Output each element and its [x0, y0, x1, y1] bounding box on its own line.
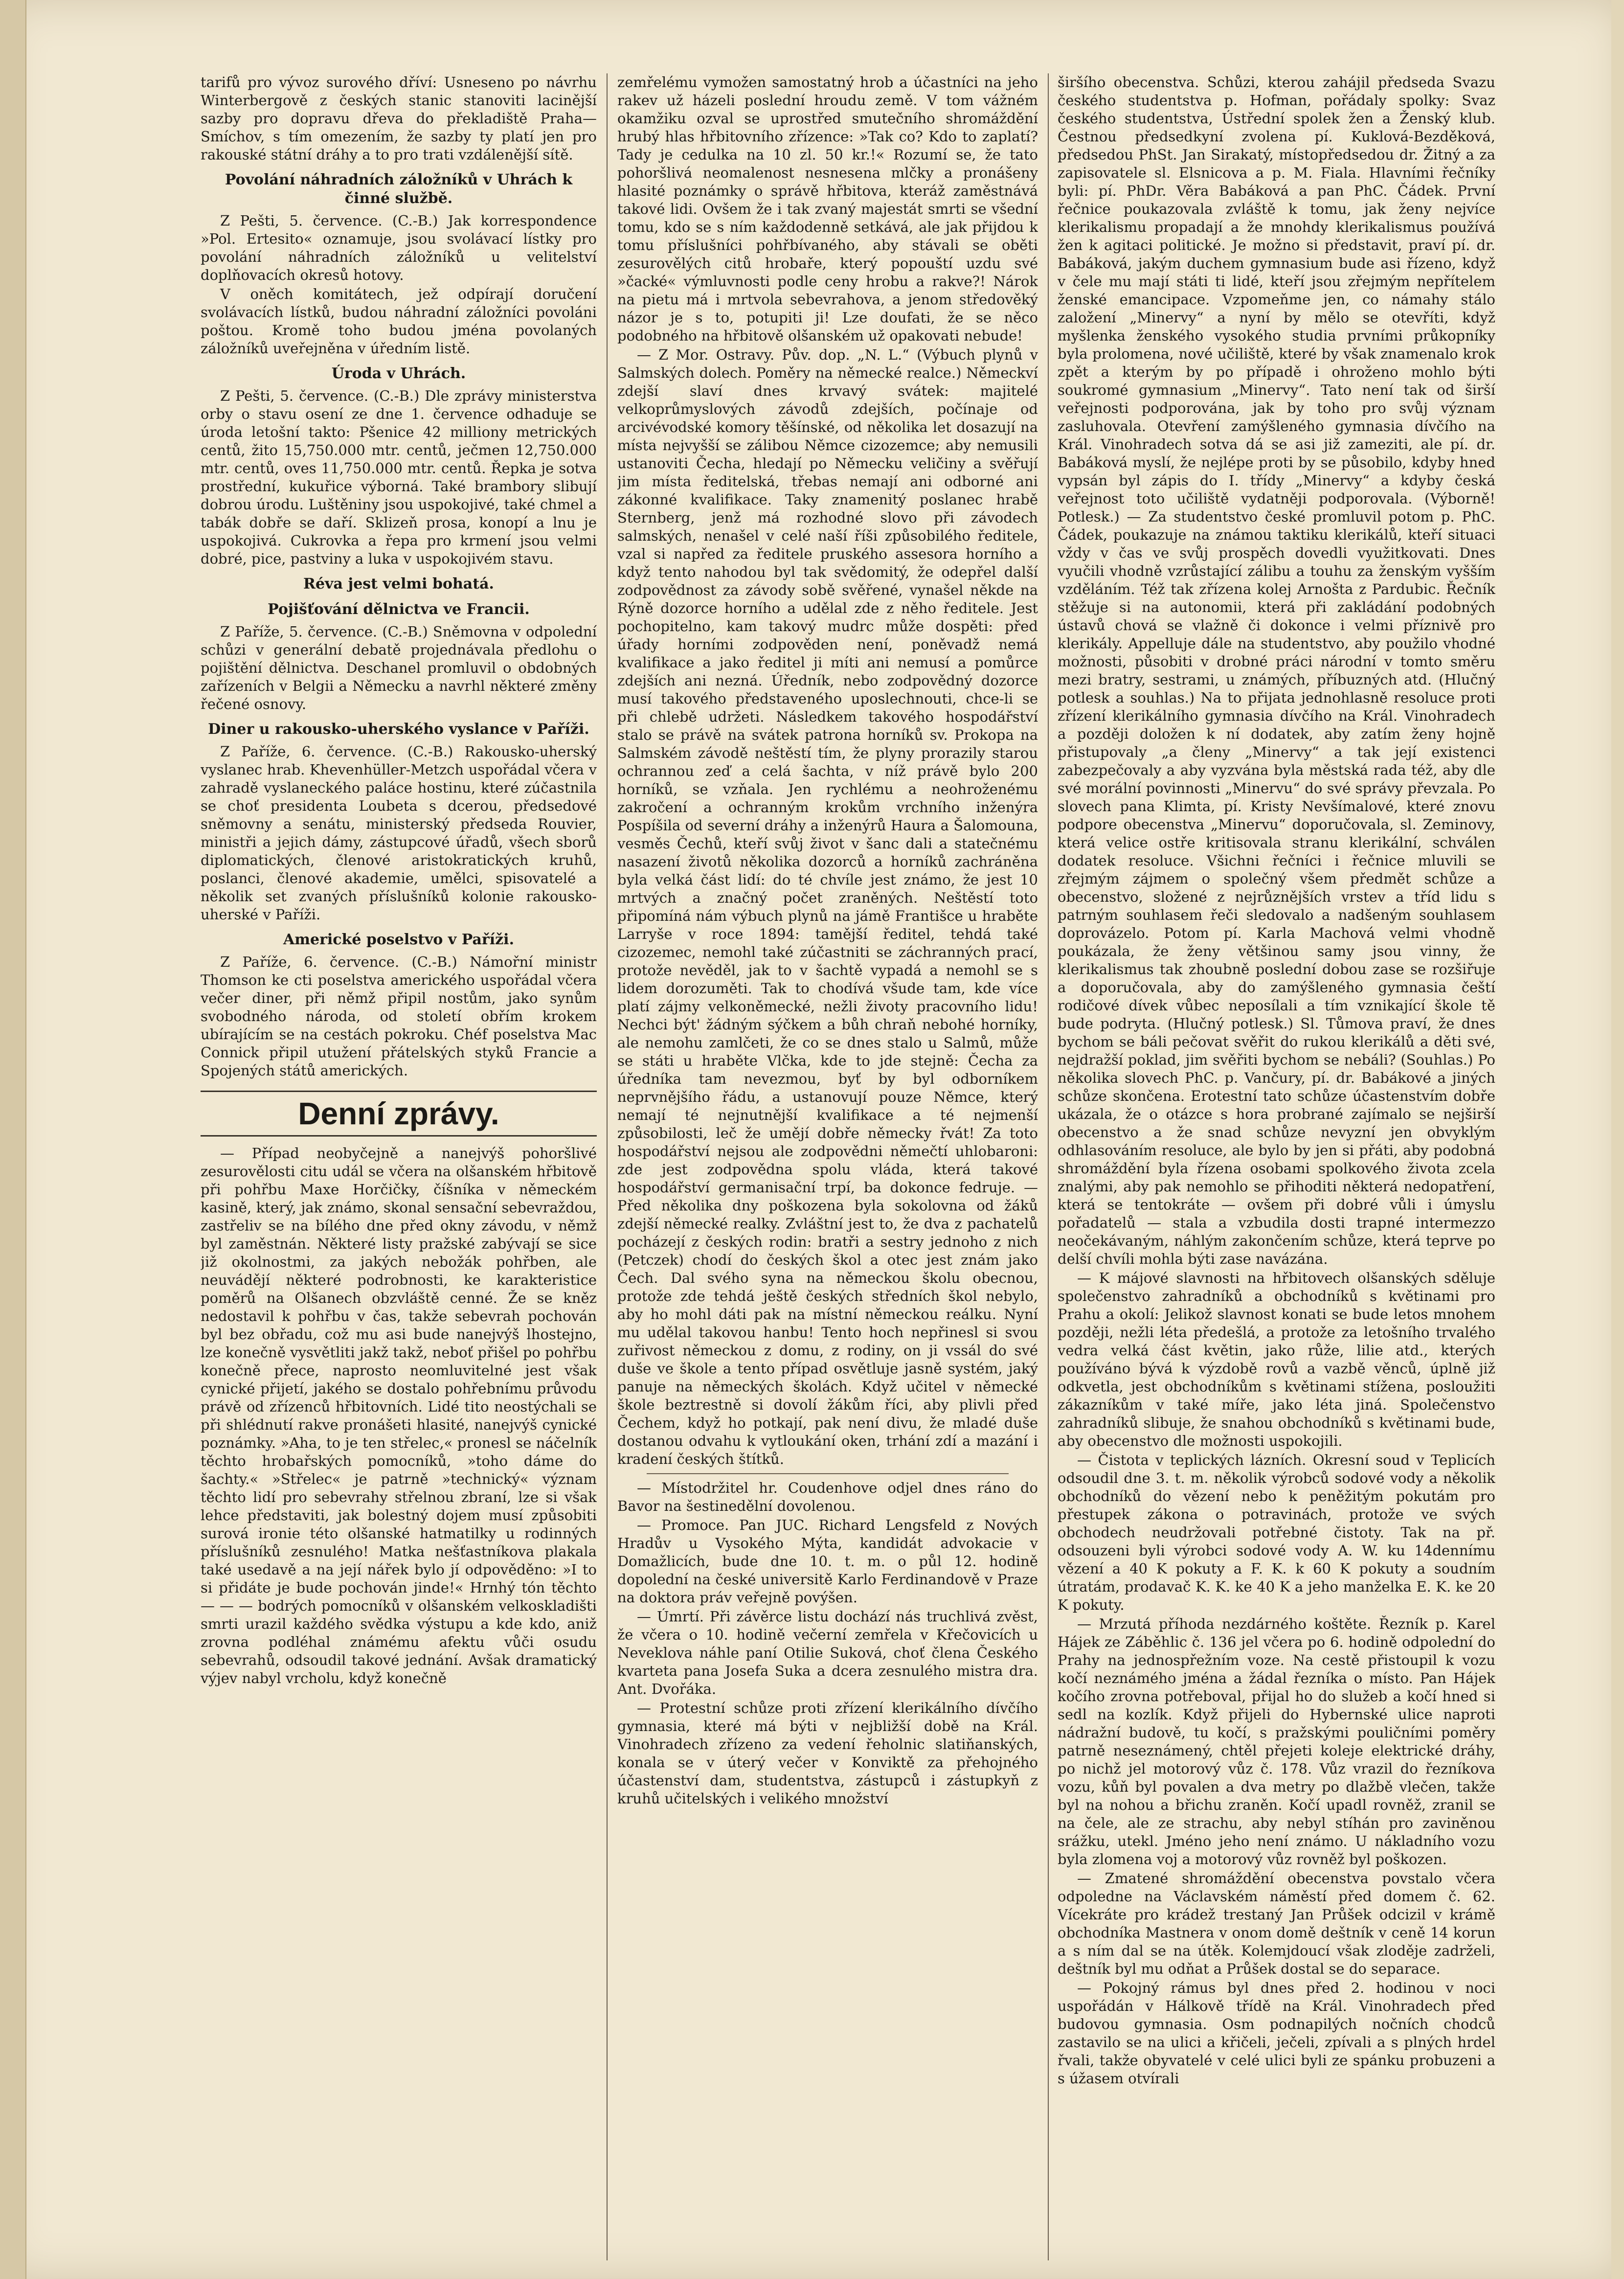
article-text: — Místodržitel hr. Coudenhove odjel dnes ráno do Bavor na šestinedělní dovolenou. [617, 1480, 1038, 1514]
article-text: — Případ neobyčejně a nanejvýš pohoršlivé zesurovělosti citu udál se včera na olšanském hřbitově při pohřbu Maxe Horčičky, číšníka v německém kasině, který, jak známo, skonal sensační sebevraždou, zastřeliv se na bílého dne před okny závodu, v němž byl zaměstnán. Některé listy pražské zabývají se sice již okolnostmi, za jakých nebožák pohřben, ale neuvádějí některé podrobnosti, ke karakteristice poměrů na Olšanech obzvláště cenné. Že se kněz nedostavil k pohřbu v čas, takže sebevrah pochován byl bez obřadu, což mu asi bude nanejvýš lhostejno, lze konečně vysvětliti jakž takž, neboť přišel po pohřbu konečně přece, naprosto neomluvitelné jest však cynické přijetí, jakého se dostalo pohřebnímu průvodu právě od zřízenců hřbitovních. Lidé tito neostýchali se při shlédnutí rakve pronášeti hlasité, nanejvýš cynické poznámky. »Aha, to je ten střelec,« pronesl se náčelník těchto hrobařských pomocníků, »toho dáme do šachty.« »Střelec« je patrně »technický« význam těchto lidí pro sebevrahy střelnou zbraní, lze si však lehce představiti, jak bolestný dojem musí způsobiti surová ironie této olšanské hatmatilky u rodinných příslušníků zesnulého! Matka nešťastníkova plakala také usedavě a na její nářek bylo jí odpověděno: »I to si přidáte je bude pochován jinde!« Hrnhý tón těchto — — — bodrých pomocníků v olšanském velkoskladišti smrti urazil každého svědka výstupu a kde kdo, aniž zrovna podléhal známému afektu vůči osudu sebevrahů, odsoudil takové jednání. Avšak dramatický výjev nabyl vrcholu, když konečně [201, 1145, 597, 1686]
column-rule [607, 73, 608, 2260]
article-heading: Pojišťování dělnictva ve Francii. [268, 601, 530, 618]
article-text: tarifů pro vývoz surového dříví: Usneseno po návrhu Winterbergově z českých stanic stanoviti lacinější sazby pro dopravu dřeva do překladiště Praha—Smíchov, s tím omezením, že sazby ty platí jen pro rakouské státní dráhy a to pro trati vzdálenější sítě. [201, 74, 597, 163]
section-title: Denní zprávy. [201, 1091, 597, 1137]
article-text: — Z Mor. Ostravy. Pův. dop. „N. L.“ (Výbuch plynů v Salmských dolech. Poměry na německé realce.) Německví zdejší slaví dnes krvavý svátek: majitelé velkoprůmyslových závodů zdejších, počínaje od arcivévodské komory těšínské, od několika let dosazují na místa nejvyšší se zálibou Němce cizozemce; aby nemusili ustanoviti Čecha, hledají po Německu veličiny a svěřují jim místa ředitelská, třebas nemají ani odborné ani zákonné kvalifikace. Taky znamenitý poslanec hrabě Sternberg, jenž má rozhodné slovo při závodech salmských, nenašel v celé naší říši způsobilého ředitele, vzal si napřed za ředitele pruského assesora horního a když tento nahodou byl tak svědomitý, že odepřel další zodpovědnost za závody sobě svěřené, vynašel někde na Rýně dozorce horního a udělal zde z něho ředitele. Jest pochopitelno, kam takový mudrc může dospěti: před úřady horními zodpověden není, poněvadž nemá kvalifikace a jako ředitel ji míti ani nemusí a pomůrce zdejších ani nezná. Úředník, nebo zodpovědný dozorce musí takového představeného uposlechnouti, chce-li se při chlebě udržeti. Následkem takového hospodářství stalo se právě na svátek patrona horníků sv. Prokopa na Salmském závodě neštěstí tím, že plyny prorazily starou ochrannou zeď a celá šachta, v níž právě bylo 200 horníků, se vzňala. Jen rychlému a neohroženému zakročení a ochranným krokům vrchního inženýra Pospíšila od severní dráhy a inženýrů Haura a Šalomouna, vesměs Čechů, kteří svůj život v šanc dali a statečnému nasazení životů několika dozorců a horníků zachráněna byla velká část lidí: do té chvíle jest známo, že jest 10 mrtvých a značný počet zraněných. Neštěstí toto připomíná nám výbuch plynů na jámě Františce u hraběte Larryše v roce 1894: tamější ředitel, tehdá také cizozemec, nemohl také zúčastniti se záchranných prací, protože nevěděl, jak to v šachtě vypadá a nemohl se s lidem dorozuměti. Tak to chodívá všude tam, kde více platí zájmy velkoněmecké, nežli životy pracovního lidu! Nechci být' žádným sýčkem a bůh chraň nebohé horníky, ale nemohu zamlčeti, že co se dnes stalo u Salmů, může se státi u hraběte Vlčka, kde to jde stejně: Čecha za úředníka tam nevezmou, byť by byl odborníkem neprvnějšího řádu, a ustanovují pouze Němce, který nemají té nejnutnější kvalifikace a té nejmenší způsobilosti, leč že umějí dobře německy řvát! Za toto hospodářství nejsou ale zodpovědni němečtí uhlobaroni: zde jest zodpovědna spolu vláda, která takové hospodářství germanisační trpí, ba dokonce fedruje. — Před několika dny poškozena byla sokolovna od žáků zdejší německé realky. Zvláštní jest to, že dva z pachatelů pocházejí z českých rodin: bratři a sestry jednoho z nich (Petczek) chodí do českých škol a otec jest znám jako Čech. Dal svého syna na německou školu obecnou, protože zde tehdá ještě českých středních škol nebylo, aby ho mohl dáti pak na místní německou reálku. Nyní mu udělal takovou hanbu! Tento hoch nepřinesl si svou zuřivost německou z domu, z rodiny, on ji vssál do své duše ve škole a tento případ osvětluje jasně systém, jaký panuje na německých školách. Když učitel v německé škole beztrestně si dovolí žákům říci, aby plivli před Čechem, když ho potkají, pak není divu, že mladé duše dostanou odvahu k vytloukání oken, trhání zdí a mazání i kradení českých štítků. [617, 346, 1038, 1467]
article-heading: Americké poselstvo v Paříži. [283, 931, 515, 948]
article-text: — Čistota v teplických lázních. Okresní soud v Teplicích odsoudil dne 3. t. m. několik výrobců sodové vody a několik obchodníků do vězení nebo k peněžitým pokutám pro přestupek zákona o potravinách, protože ve svých obchodech neudržovali potřebné čistoty. Tak na př. odsouzeni byli výrobci sodové vody A. W. ku 14dennímu vězení a 40 K pokuty a F. K. k 60 K pokuty a soudním útratám, prodavač K. K. ke 40 K a jeho manželka E. K. ke 20 K pokuty. [1058, 1452, 1495, 1613]
article-text: širšího obecenstva. Schůzi, kterou zahájil předseda Svazu českého studentstva p. Hofman, pořádaly spolky: Svaz českého studentstva, Ústřední spolek žen a Ženský klub. Čestnou předsedkyní zvolena pí. Kuklová-Bezděková, předsedou PhSt. Jan Sirakatý, místopředsedou dr. Žitný a za zapisovatele sl. Elsnicova a p. M. Fiala. Hlavními řečníky byli: pí. PhDr. Věra Babáková a pan PhC. Čádek. První řečnice poukazovala zvláště k tomu, jak ženy nejvíce klerikalismu propadají a že mnohdy klerikalismus používá žen k agitaci politické. Je možno si představit, praví pí. dr. Babáková, jakým duchem gymnasium bude asi řízeno, když v čele mu mají státi ti lidé, kteří jsou zřejmým nepřítelem ženské emancipace. Vzpomeňme jen, co námahy stálo založení „Minervy“ a nyní by mělo se otevříti, když myšlenka ženského vysokého studia prvními průkopníky byla prolomena, nové učiliště, které by však znamenalo krok zpět a kterým by po případě i ohroženo mohlo býti soukromé gymnasium „Minervy“. Tato není tak od širší veřejnosti podporována, jak by toho pro svůj význam zasluhovala. Otevření zamýšleného gymnasia dívčího na Král. Vinohradech sotva dá se asi již zameziti, ale pí. dr. Babáková myslí, že nejlépe proti by se působilo, kdyby hned vypsán byl zápis do I. třídy „Minervy“ a kdyby česká veřejnost toto učiliště vydatněji podporovala. (Výborně! Potlesk.) — Za studentstvo české promluvil potom p. PhC. Čádek, poukazuje na známou taktiku klerikálů, kteří situaci vždy v čas ve svůj prospěch dovedli využitkovati. Dnes vyučili vhodně vzrůstající zálibu a touhu za ženským vyšším vzděláním. Též tak zřízena kolej Arnošta z Pardubic. Řečník stěžuje si na autonomii, která při zakládání podobných ústavů chová se vlažně či dokonce i velmi příznivě pro klerikály. Appelluje dále na studentstvo, aby použilo vhodné možnosti, působiti v drobné práci národní v tomto směru mezi bratry, sestrami, u známých, příbuzných atd. (Hlučný potlesk a souhlas.) Na to přijata jednohlasně resoluce proti zřízení klerikálního gymnasia dívčího na Král. Vinohradech a později doložen k ní dodatek, aby zatím ženy hojně přistupovaly „a členy „Minervy“ a tak její existenci zabezpečovaly a aby vyzvána byla městská rada též, aby dle své morální povinnosti „Minervu“ do své správy převzala. Po slovech pana Klimta, pí. Kristy Nevšímalové, které znovu podpore obecenstva „Minervu“ doporučovala, sl. Zeminovy, která velice ostře kritisovala stranu klerikální, schválen dodatek resoluce. Všichni řečníci i řečnice mluvili se zřejmým zájmem o společný všem předmět schůze a obecenstvo, složené z nejrůznějších vrstev a tříd lidu s patrným souhlasem řeči sledovalo a nadšeným souhlasem doprovázelo. Potom pí. Karla Machová velmi vhodně poukázala, že ženy většinou samy jsou vinny, že klerikalismus tak zhoubně poslední dobou zase se rozšiřuje a doporučovala, aby do zamýšleného gymnasia čeští rodičové dívek vůbec neposílali a tím vznikající škole tě bude podryta. (Hlučný potlesk.) Sl. Tůmova praví, že dnes bychom se báli pečovat svěřit do rukou klerikálů a děti své, nejdražší poklad, jim svěřiti bychom se nebáli? (Souhlas.) Po několika slovech PhC. p. Vančury, pí. dr. Babákové a jiných schůze skončena. Erotestní tato schůze účastenstvím dobře ukázala, že o otázce s hora probrané zajímalo se nejširší obecenstvo a že snad schůze nevyzní jen obvyklým odhlasováním resoluce, ale bylo by jen si přáti, aby podobná shromáždění byla řízena osobami spolkového života zcela znalými, aby pak nemohlo se přihoditi některá nedopatření, která se tentokráte — ovšem při dobré vůli i úmyslu pořadatelů — stala a vzbudila dosti trapné intermezzo neočekávaným, náhlým zakončením schůze, která teprve po delší chvíli mohla býti zase navázána. [1058, 74, 1495, 1267]
article-heading: Úroda v Uhrách. [331, 365, 466, 382]
article-text: — Pokojný rámus byl dnes před 2. hodinou v noci uspořádán v Hálkově třídě na Král. Vinohradech před budovou gymnasia. Osm podnapilých nočních chodců zastavilo se na ulici a křičeli, ječeli, zpívali a s plných hrdel řvali, takže obyvatelé v celé ulici byli ze spánku probuzeni a s úžasem otvírali [1058, 1980, 1495, 2087]
article-text: — Úmrtí. Při závěrce listu dochází nás truchlivá zvěst, že včera o 10. hodině večerní zemřela v Křečovicích u Neveklova náhle paní Otilie Suková, choť člena Českého kvarteta pana Josefa Suka a dcera zesnulého mistra dra. Ant. Dvořáka. [617, 1608, 1038, 1697]
article-heading: Diner u rakousko-uherského vyslance v Paříži. [208, 721, 589, 738]
binding-strip [0, 0, 26, 2279]
article-text: — Mrzutá příhoda nezdárného koštěte. Řezník p. Karel Hájek ze Záběhlic č. 136 jel včera po 6. hodině odpolední do Prahy na jednospřežním voze. Na cestě přistoupil k vozu kočí neznámého jména a žádal řezníka o místo. Pan Hájek kočího zrovna potřeboval, přijal ho do služeb a kočí hned si sedl na kozlík. Když přijeli do Hybernské ulice naproti nádražní budově, tu kočí, s pražskými pouličními poměry patrně neseznámený, chtěl přejeti koleje elektrické dráhy, po nichž jel motorový vůz č. 178. Vůz vrazil do řezníkova vozu, kůň byl povalen a dva metry po dlažbě vlečen, takže byl na nohou a břichu zraněn. Kočí upadl rovněž, zranil se na čele, ale ze strachu, aby nebyl stíhán pro zaviněnou srážku, utekl. Jméno jeho není známo. U nákladního vozu byla zlomena voj a motorový vůz rovněž byl poškozen. [1058, 1616, 1495, 1868]
page-edge [1611, 0, 1624, 2279]
article-text: — Promoce. Pan JUC. Richard Lengsfeld z Nových Hradův u Vysokého Mýta, kandidát advokacie v Domažlicích, bude dne 10. t. m. o půl 12. hodině dopolední na české universitě Karlo Ferdinandově v Praze na doktora práv veřejně povýšen. [617, 1517, 1038, 1606]
article-heading: Povolání náhradních záložníků v Uhrách k činné službě. [225, 171, 573, 207]
article-text: Z Pešti, 5. července. (C.-B.) Jak korrespondence »Pol. Ertesito« oznamuje, jsou svolávací lístky pro povolání náhradních záložníků u velitelství doplňovacích okresů hotovy. [201, 212, 597, 283]
divider [647, 1473, 1009, 1474]
article-text: Z Pešti, 5. července. (C.-B.) Dle zprávy ministerstva orby o stavu osení ze dne 1. července odhaduje se úroda letošní takto: Pšenice 42 milliony metrických centů, žito 15,750.000 mtr. centů, ječmen 12,750.000 mtr. centů, oves 11,750.000 mtr. centů. Řepka je sotva prostřední, kukuřice výborná. Také brambory slibují dobrou úrodu. Luštěniny jsou uspokojivé, také chmel a tabák dobře se daří. Sklizeň prosa, konopí a lnu je uspokojivá. Cukrovka a řepa pro krmení jsou velmi dobré, pice, pastviny a luka v uspokojivém stavu. [201, 387, 597, 567]
article-text: Réva jest velmi bohatá. [303, 575, 494, 593]
article-text: Z Paříže, 5. července. (C.-B.) Sněmovna v odpolední schůzi v generální debatě projednávala předlohu o pojištění dělnictva. Deschanel promluvil o obdobných zařízeních v Belgii a Německu a navrhl některé změny řečené osnovy. [201, 623, 597, 712]
article-text: zemřelému vymožen samostatný hrob a účastníci na jeho rakev už házeli poslední hroudu země. V tom vážném okamžiku ozval se uprostřed smutečního shromáždění hrubý hlas hřbitovního zřízence: »Tak co? Kdo to zaplatí? Tady je cedulka na 10 zl. 50 kr.!« Rozumí se, že tato pohoršlivá neomalenost nesnesena mlčky a pronášeny hlasité poznámky o správě hřbitova, kteráž zaměstnává takové lidi. Ovšem že i tak zvaný majestát smrti se všední tomu, kdo se s ním každodenně setkává, ale jak přijdou k tomu příslušníci pohřbívaného, aby stávali se oběti zesurovělých citů hrobaře, který popouští uzdu své »čacké« výmluvnosti podle ceny hrobu a rakve?! Nárok na pietu má i mrtvola sebevrahova, a jenom středověký názor je s to, potupiti ji! Lze doufati, že se něco podobného na hřbitově olšanském už opakovati nebude! [617, 74, 1038, 344]
article-text: — Protestní schůze proti zřízení klerikálního dívčího gymnasia, které má býti v nejbližší době na Král. Vinohradech zřízeno za vedení řeholnic slatiňanských, konala se v úterý večer v Konviktě za přehojného účastenství dam, studentstva, zástupců i zástupkyň z kruhů učitelských i velikého množství [617, 1700, 1038, 1807]
column-rule [1048, 73, 1049, 2260]
column-1 [201, 73, 597, 2260]
article-text: — Zmatené shromáždění obecenstva povstalo včera odpoledne na Václavském náměstí před domem č. 62. Vícekráte pro krádež trestaný Jan Průšek odcizil v krámě obchodníka Mastnera v onom domě deštník v ceně 14 korun a s ním dal se na útěk. Kolemjdoucí však zloděje zadrželi, deštník byl mu odňat a Průšek dostal se do separace. [1058, 1870, 1495, 1977]
article-text: Z Paříže, 6. července. (C.-B.) Námořní ministr Thomson ke cti poselstva amerického uspořádal včera večer diner, při němž připil nostům, jako synům svobodného národa, od století obřím krokem ubírajícím se na cestách pokroku. Chéf poselstva Mac Connick připil utužení přátelských styků Francie a Spojených států amerických. [201, 954, 597, 1079]
article-text: V oněch komitátech, jež odpírají doručení svolávacích lístků, budou náhradní záložníci povoláni poštou. Kromě toho budou jména povolaných záložníků uveřejněna v úředním listě. [201, 286, 597, 357]
column-3 [1058, 73, 1495, 2260]
article-text: Z Paříže, 6. července. (C.-B.) Rakousko-uherský vyslanec hrab. Khevenhüller-Metzch uspořádal včera v zahradě vyslaneckého paláce hostinu, které zúčastnila se choť presidenta Loubeta s dcerou, předsedové sněmovny a senátu, ministerský předseda Rouvier, ministři a jejich dámy, zástupcové úřadů, všech sborů diplomatických, členové aristokratických kruhů, poslanci, členové akademie, umělci, spisovatelé a několik set zvaných příslušníků kolonie rakousko-uherské v Paříži. [201, 743, 597, 923]
column-2 [617, 73, 1038, 2260]
article-text: — K májové slavnosti na hřbitovech olšanských sděluje společenstvo zahradníků a obchodníků s květinami pro Prahu a okolí: Jelikož slavnost konati se bude letos mnohem později, nežli léta předešlá, a protože za letošního trvalého vedra velká část květin, jako růže, lilie atd., kterých používáno bývá k výzdobě rovů a vazbě věnců, úplně již odkvetla, jest obchodníkům s květinami stížena, posloužiti zákazníkům v také míře, jako léta jiná. Společenstvo zahradníků slibuje, že snahou obchodníků s květinami bude, aby obecenstvo dle možnosti uspokojili. [1058, 1270, 1495, 1449]
